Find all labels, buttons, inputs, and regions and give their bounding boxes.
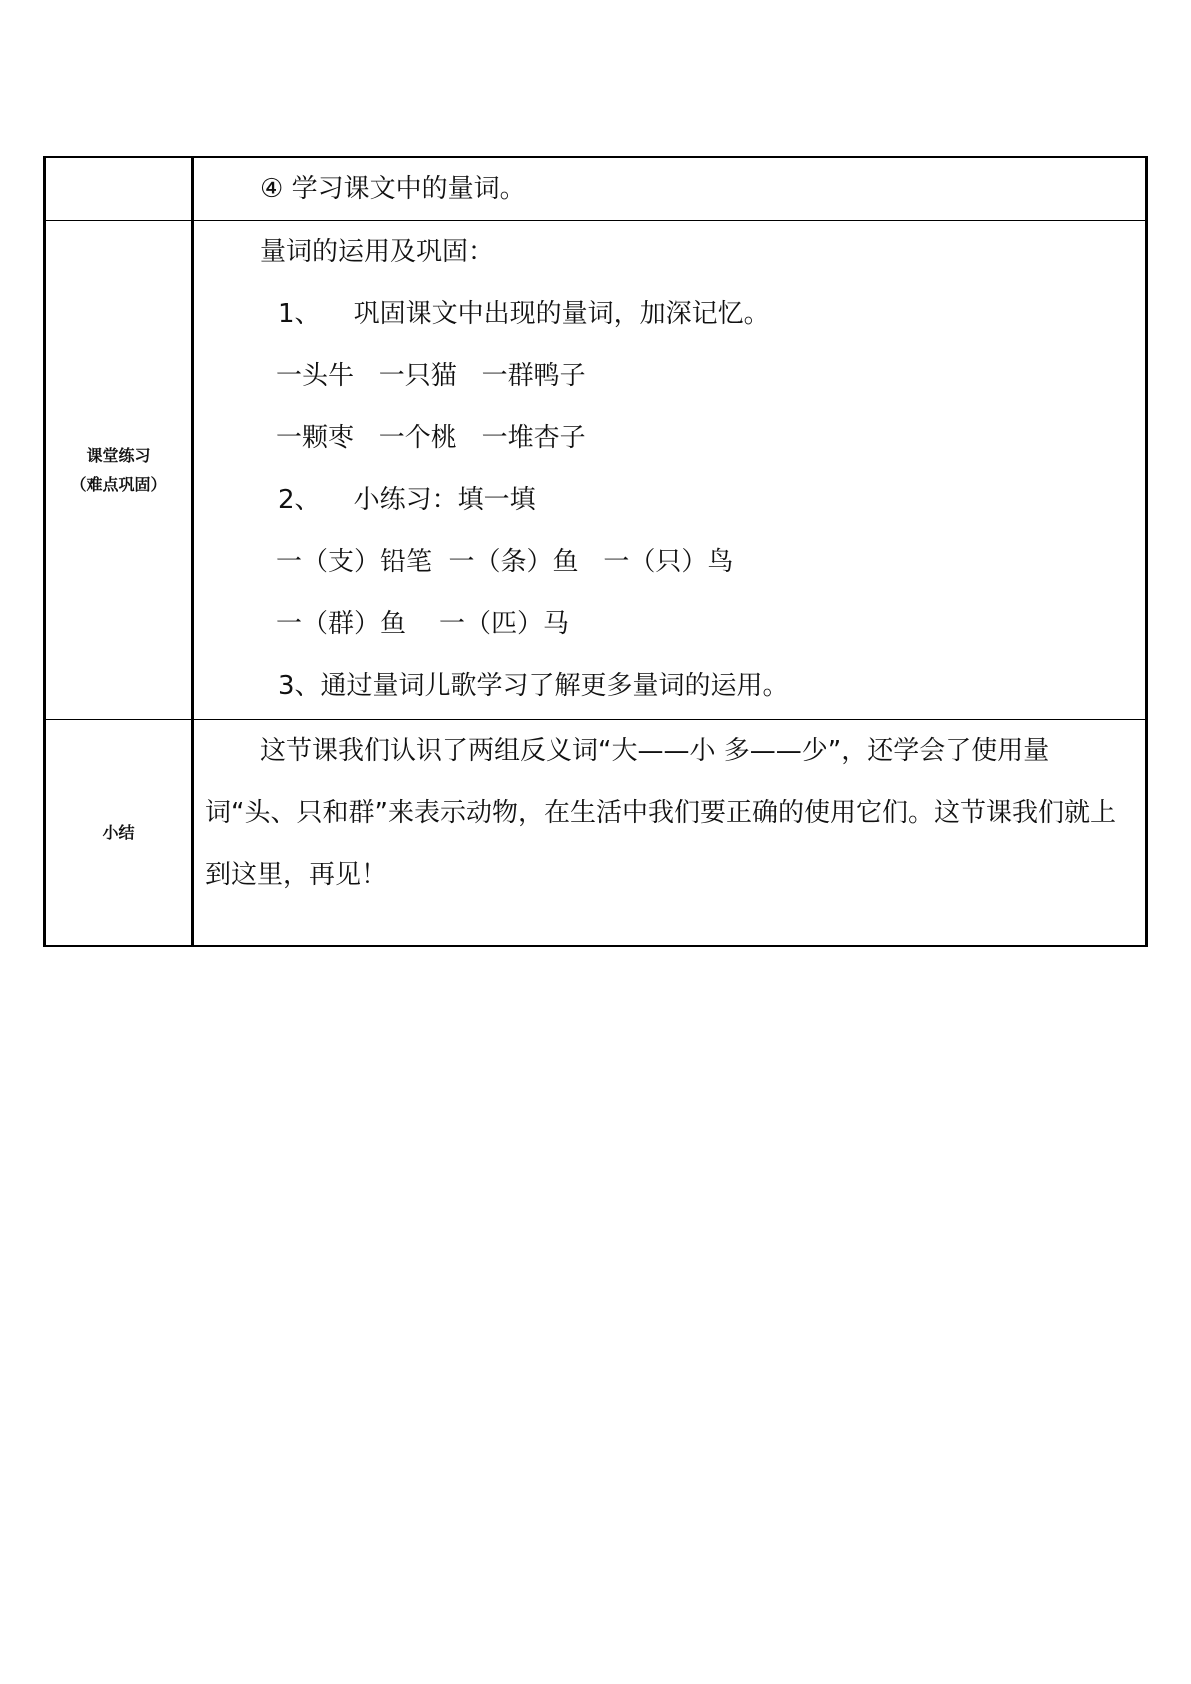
row-label-summary: 小结: [45, 720, 193, 947]
content-cell: [193, 157, 1147, 221]
table-row: [45, 157, 1147, 221]
label-line: （难点巩固）: [70, 475, 167, 494]
summary-paragraph: 这节课我们认识了两组反义词“大——小 多——少”，还学会了使用量词“头、只和群”来表示动物，在生活中我们要正确的使用它们。这节课我们就上到这里，再见！: [205, 736, 1116, 890]
label-line: 课堂练习: [86, 446, 151, 465]
content-line: 3、通过量词儿歌学习了解更多量词的运用。: [278, 671, 789, 701]
content-line: 一（群）鱼 一（匹）马: [276, 609, 570, 639]
content-cell: [193, 221, 1147, 720]
lesson-plan-table: [43, 156, 1148, 947]
content-line: 一（支）铅笔 一（条）鱼 一（只）鸟: [276, 547, 734, 577]
content-line: 一头牛 一只猫 一群鸭子: [276, 361, 586, 391]
section-heading: 量词的运用及巩固：: [260, 237, 495, 267]
content-line: ④ 学习课文中的量词。: [260, 174, 526, 204]
table-row: [45, 720, 1147, 947]
content-line: 2、 小练习：填一填: [278, 485, 536, 515]
table-row: [45, 221, 1147, 720]
content-line: 一颗枣 一个桃 一堆杏子: [276, 423, 586, 453]
content-line: 1、 巩固课文中出现的量词，加深记忆。: [278, 299, 770, 329]
content-cell: [193, 720, 1147, 947]
row-label-empty: [45, 157, 193, 221]
row-label-practice: [45, 221, 193, 720]
